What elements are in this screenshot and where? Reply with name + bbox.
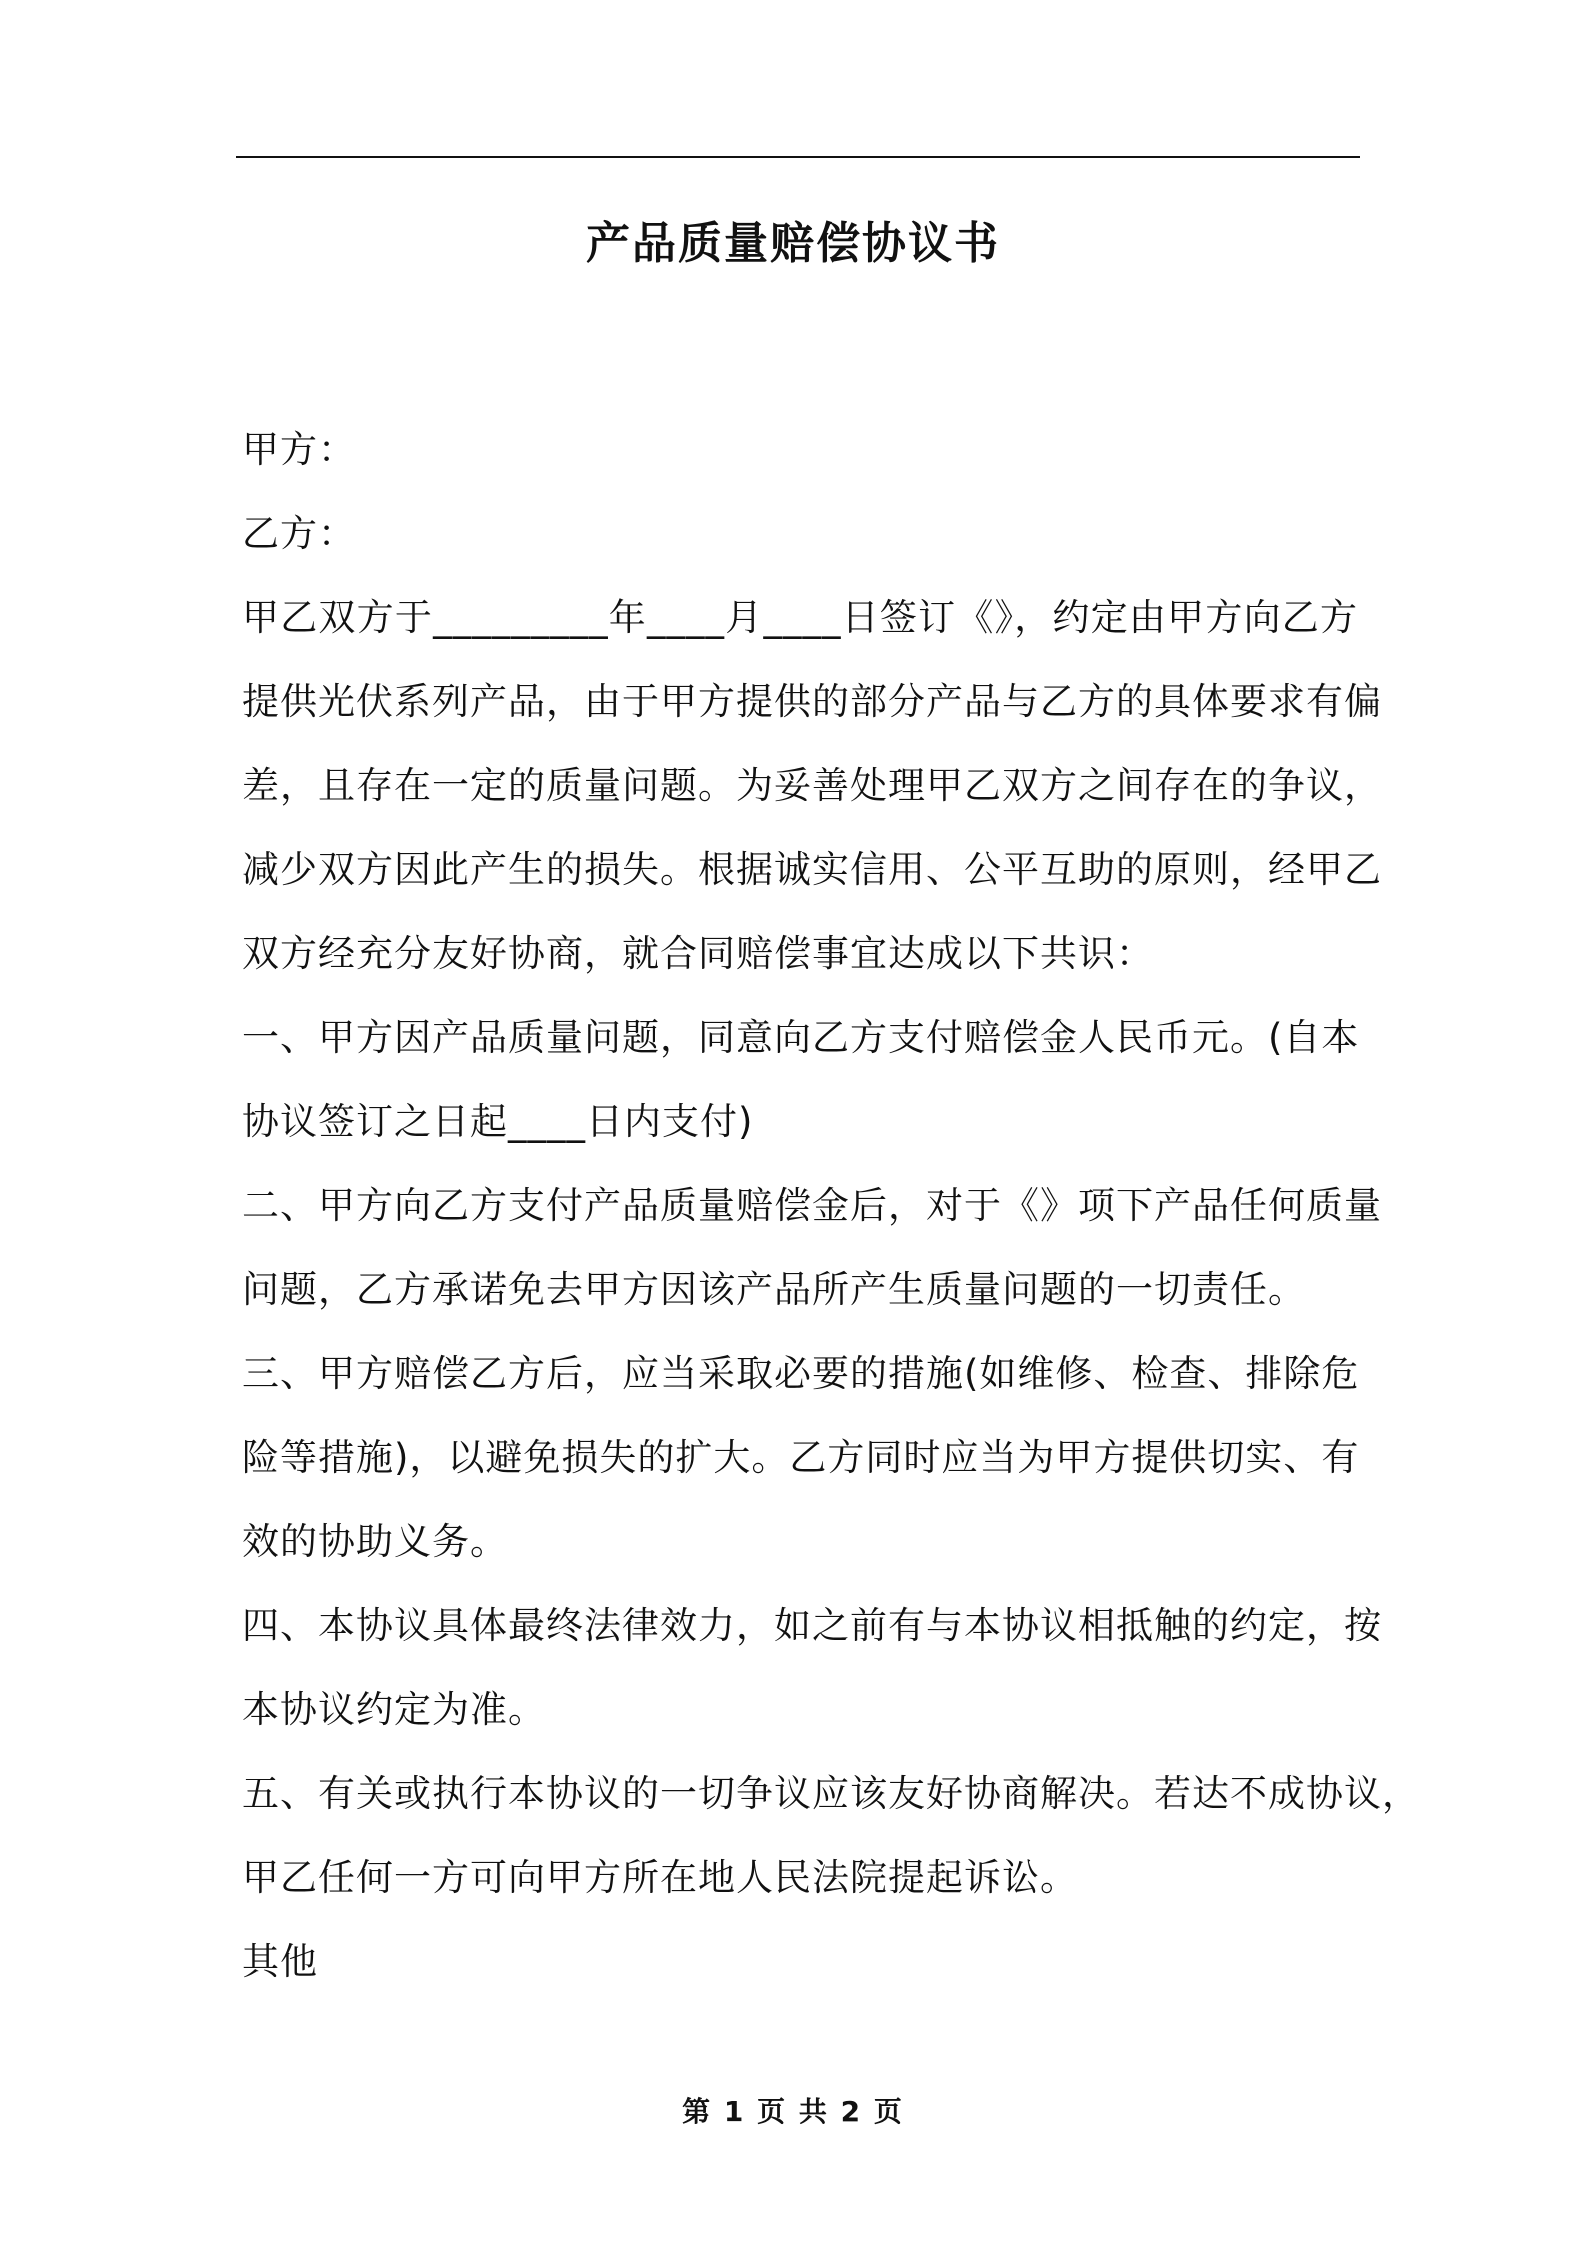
clause-5-line: 五、有关或执行本协议的一切争议应该友好协商解决。若达不成协议， <box>242 1772 1420 1815</box>
paragraph-line: 双方经充分友好协商，就合同赔偿事宜达成以下共识： <box>242 932 1154 975</box>
document-title: 产品质量赔偿协议书 <box>586 218 1000 269</box>
clause-1-line: 协议签订之日起____日内支付) <box>242 1100 754 1143</box>
other-line: 其他 <box>242 1940 318 1983</box>
clause-2-line: 二、甲方向乙方支付产品质量赔偿金后，对于《》项下产品任何质量 <box>242 1184 1382 1227</box>
paragraph-line: 减少双方因此产生的损失。根据诚实信用、公平互助的原则，经甲乙 <box>242 848 1382 891</box>
clause-3-line: 险等措施)，以避免损失的扩大。乙方同时应当为甲方提供切实、有 <box>242 1436 1360 1479</box>
party-b-line: 乙方： <box>242 512 356 555</box>
clause-5-line: 甲乙任何一方可向甲方所在地人民法院提起诉讼。 <box>242 1856 1078 1899</box>
clause-2-line: 问题，乙方承诺免去甲方因该产品所产生质量问题的一切责任。 <box>242 1268 1306 1311</box>
paragraph-line: 差，且存在一定的质量问题。为妥善处理甲乙双方之间存在的争议， <box>242 764 1382 807</box>
page-number: 第 1 页 共 2 页 <box>682 2095 904 2128</box>
header-rule <box>236 156 1360 158</box>
paragraph-line: 甲乙双方于_________年____月____日签订《》，约定由甲方向乙方 <box>242 596 1358 639</box>
clause-4-line: 本协议约定为准。 <box>242 1688 546 1731</box>
paragraph-line: 提供光伏系列产品，由于甲方提供的部分产品与乙方的具体要求有偏 <box>242 680 1382 723</box>
clause-4-line: 四、本协议具体最终法律效力，如之前有与本协议相抵触的约定，按 <box>242 1604 1382 1647</box>
clause-1-line: 一、甲方因产品质量问题，同意向乙方支付赔偿金人民币元。(自本 <box>242 1016 1360 1059</box>
document-body <box>242 408 1420 2004</box>
party-a-line: 甲方： <box>242 428 356 471</box>
clause-3-line: 效的协助义务。 <box>242 1520 508 1563</box>
clause-3-line: 三、甲方赔偿乙方后，应当采取必要的措施(如维修、检查、排除危 <box>242 1352 1360 1395</box>
